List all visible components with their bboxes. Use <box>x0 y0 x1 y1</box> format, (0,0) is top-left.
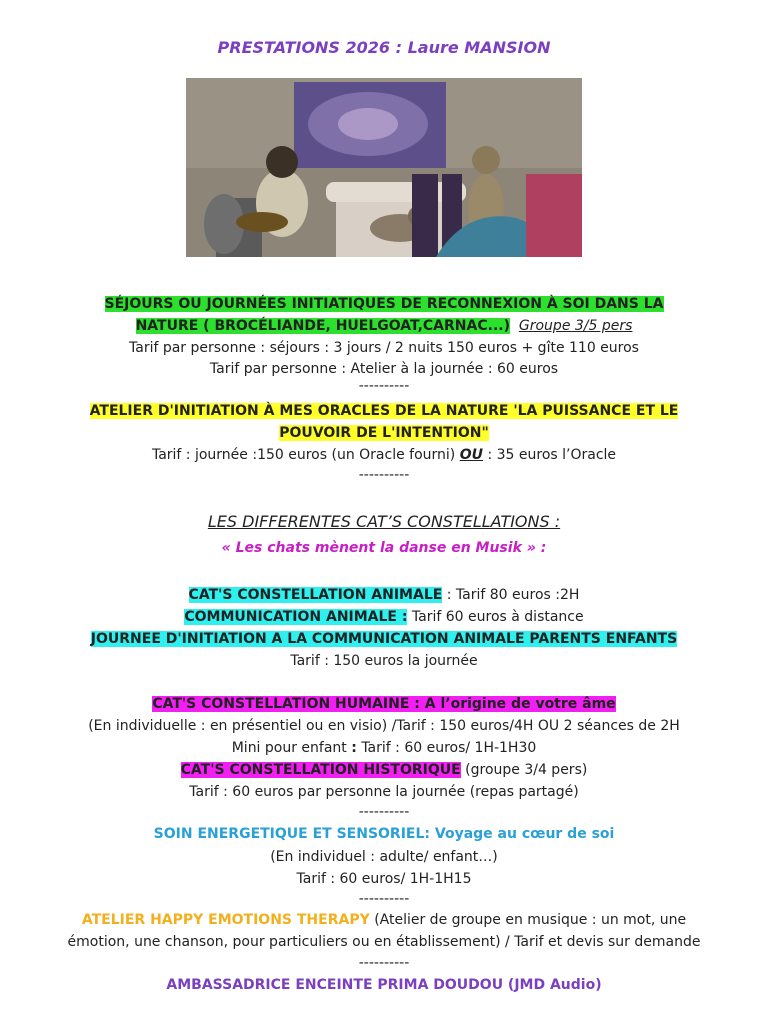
ambassadrice: AMBASSADRICE ENCEINTE PRIMA DOUDOU (JMD Audio) <box>166 977 602 993</box>
sejours-title-line-2 <box>0 316 768 336</box>
oracles-title-line-2 <box>0 423 768 443</box>
constellations-heading: LES DIFFERENTES CAT’S CONSTELLATIONS : <box>207 512 561 531</box>
sejours-group: Groupe 3/5 pers <box>518 318 633 334</box>
humaine-label: CAT'S CONSTELLATION HUMAINE : A l’origine de votre âme <box>152 696 616 712</box>
happy-title: ATELIER HAPPY EMOTIONS THERAPY <box>81 912 370 928</box>
humaine-mini: Mini pour enfant <box>231 740 347 756</box>
journee-label: JOURNEE D'INITIATION A LA COMMUNICATION ANIMALE PARENTS ENFANTS <box>90 631 678 647</box>
oracles-title-line-1 <box>0 401 768 421</box>
separator: ---------- <box>358 378 410 394</box>
separator: ---------- <box>358 891 410 907</box>
communication-label: COMMUNICATION ANIMALE : <box>184 609 408 625</box>
historique-tarif: Tarif : 60 euros par personne la journée (repas partagé) <box>189 784 579 800</box>
oracles-tarif-a: Tarif : journée :150 euros (un Oracle fourni) <box>151 447 456 463</box>
historique-label: CAT'S CONSTELLATION HISTORIQUE <box>180 762 461 778</box>
oracles-ou: OU <box>459 447 483 463</box>
animale-tarif: : Tarif 80 euros :2H <box>446 587 580 603</box>
humaine-mini-tarif: Tarif : 60 euros/ 1H-1H30 <box>361 740 537 756</box>
communication-line <box>0 607 768 627</box>
separator: ---------- <box>358 467 410 483</box>
animale-label: CAT'S CONSTELLATION ANIMALE <box>188 587 443 603</box>
communication-tarif: Tarif 60 euros à distance <box>411 609 584 625</box>
sejours-tarif-2: Tarif par personne : Atelier à la journée : 60 euros <box>209 361 559 377</box>
sejours-title-1: SÉJOURS OU JOURNÉES INITIATIQUES DE RECONNEXION À SOI DANS LA <box>104 296 664 312</box>
humaine-tarif-2 <box>0 738 768 758</box>
soin-title: SOIN ENERGETIQUE ET SENSORIEL: Voyage au cœur de soi <box>153 826 615 842</box>
humaine-tarif-1: (En individuelle : en présentiel ou en visio) /Tarif : 150 euros/4H OU 2 séances de 2H <box>88 718 680 734</box>
separator: ---------- <box>358 955 410 971</box>
happy-desc-1: (Atelier de groupe en musique : un mot, une <box>374 912 687 928</box>
soin-line-1: (En individuel : adulte/ enfant…) <box>270 849 498 865</box>
sejours-title-2: NATURE ( BROCÉLIANDE, HUELGOAT,CARNAC...) <box>135 318 510 334</box>
historique-line <box>0 760 768 780</box>
oracles-tarif <box>0 445 768 465</box>
journee-tarif: Tarif : 150 euros la journée <box>290 653 478 669</box>
soin-line-2: Tarif : 60 euros/ 1H-1H15 <box>296 871 472 887</box>
oracles-title-1: ATELIER D'INITIATION À MES ORACLES DE LA NATURE 'LA PUISSANCE ET LE <box>89 403 679 419</box>
page-title: PRESTATIONS 2026 : Laure MANSION <box>217 38 551 57</box>
separator: ---------- <box>358 804 410 820</box>
humaine-line <box>0 694 768 714</box>
sejours-title-line-1 <box>0 294 768 314</box>
happy-line-1 <box>0 910 768 930</box>
historique-group: (groupe 3/4 pers) <box>465 762 588 778</box>
oracles-tarif-b: : 35 euros l’Oracle <box>487 447 617 463</box>
oracles-title-2: POUVOIR DE L'INTENTION" <box>279 425 489 441</box>
meditation-cat-photo <box>186 78 582 257</box>
humaine-colon: : <box>351 740 357 756</box>
journee-line <box>0 629 768 649</box>
happy-desc-2: émotion, une chanson, pour particuliers ou en établissement) / Tarif et devis sur demande <box>67 934 701 950</box>
constellations-subheading: « Les chats mènent la danse en Musik » : <box>221 540 547 556</box>
sejours-tarif-1: Tarif par personne : séjours : 3 jours / 2 nuits 150 euros + gîte 110 euros <box>129 340 639 356</box>
animale-line <box>0 585 768 605</box>
